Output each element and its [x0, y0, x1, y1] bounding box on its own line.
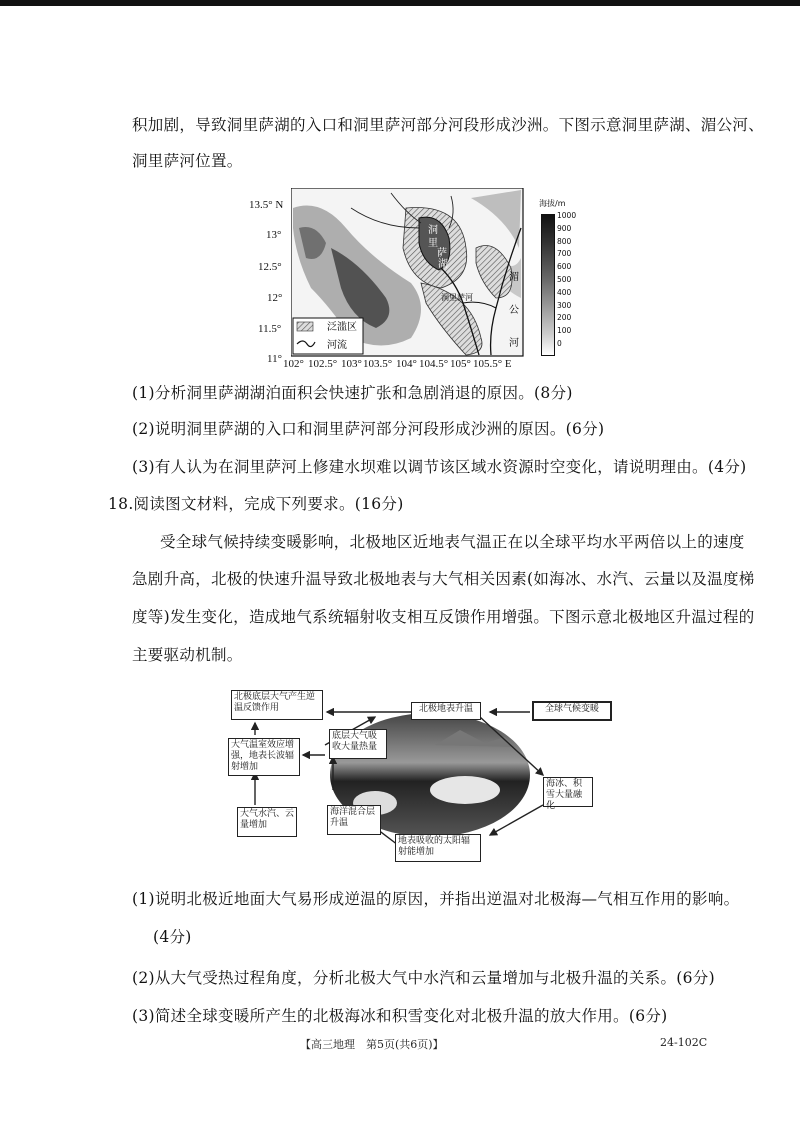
lon-label: 103.5°: [363, 358, 393, 370]
mekong-label: 河: [509, 338, 519, 349]
legend-river-label: 河流: [327, 340, 347, 351]
box-ice-melt: 海冰、积雪大量融化: [543, 777, 593, 807]
lat-label: 12.5°: [258, 261, 282, 273]
box-ocean-mixed: 海洋混合层升温: [327, 805, 381, 835]
elevation-title: 海拔/m: [539, 199, 566, 208]
q18-1-line-1: (1)说明北极近地面大气易形成逆温的原因，并指出逆温对北极海—气相互作用的影响。: [132, 890, 740, 908]
q17-3: (3)有人认为在洞里萨河上修建水坝难以调节该区域水资源时空变化，请说明理由。(4分): [132, 458, 747, 476]
lake-label: 洞: [428, 225, 438, 236]
box-lower-atmosphere: 底层大气吸收大量热量: [329, 729, 387, 759]
q17-1: (1)分析洞里萨湖湖泊面积会快速扩张和急剧消退的原因。(8分): [132, 384, 573, 402]
lon-label: 105°: [450, 358, 471, 370]
lon-label: 102°: [283, 358, 304, 370]
lake-label: 萨: [437, 248, 447, 259]
box-inversion: 北极底层大气产生逆温反馈作用: [231, 690, 323, 720]
mekong-label: 公: [509, 305, 519, 316]
mekong-label: 湄: [509, 272, 519, 283]
q17-2: (2)说明洞里萨湖的入口和洞里萨河部分河段形成沙洲的原因。(6分): [132, 420, 605, 438]
elevation-ticks: 1000 900 800 700 600 500 400 300 200 100 0: [557, 211, 577, 348]
lat-label: 11.5°: [258, 323, 282, 335]
box-greenhouse: 大气温室效应增强，地表长波辐射增加: [228, 738, 300, 776]
box-solar-absorption: 地表吸收的太阳辐射能增加: [395, 834, 481, 862]
q18-para-line-3: 度等)发生变化，造成地气系统辐射收支相互反馈作用增强。下图示意北极地区升温过程的: [132, 608, 755, 626]
q18-para-line-4: 主要驱动机制。: [132, 646, 243, 664]
q18-para-line-2: 急剧升高，北极的快速升温导致北极地表与大气相关因素(如海冰、水汽、云量以及温度梯: [132, 570, 755, 588]
river-label: 洞里萨河: [441, 293, 473, 302]
lake-label: 里: [428, 238, 438, 249]
legend-flood-label: 泛滥区: [327, 322, 357, 333]
lon-label: 102.5°: [308, 358, 338, 370]
q18-para-line-1: 受全球气候持续变暖影响，北极地区近地表气温正在以全球平均水平两倍以上的速度: [160, 533, 745, 551]
elevation-colorbar: [541, 214, 555, 356]
lat-label: 13°: [266, 229, 282, 241]
page-footer: 【高三地理 第5页(共6页)】: [300, 1038, 444, 1051]
lon-label: 105.5° E: [473, 358, 512, 370]
lon-label: 104.5°: [419, 358, 449, 370]
box-global-warming: 全球气候变暖: [532, 701, 612, 721]
page-footer-code: 24-102C: [660, 1036, 708, 1049]
lon-label: 104°: [396, 358, 417, 370]
legend-flood-swatch: [297, 322, 313, 331]
tonle-sap-map: [245, 188, 575, 370]
arctic-warming-diagram: [225, 685, 615, 863]
lat-label: 11°: [267, 353, 282, 365]
lon-label: 103°: [341, 358, 362, 370]
q18-2: (2)从大气受热过程角度，分析北极大气中水汽和云量增加与北极升温的关系。(6分): [132, 969, 715, 987]
q18-1-line-2: (4分): [153, 928, 192, 946]
q18-title: 18.阅读图文材料，完成下列要求。(16分): [108, 495, 404, 513]
box-surface-warming: 北极地表升温: [411, 702, 481, 720]
intro-line-2: 洞里萨河位置。: [132, 152, 243, 170]
lat-label: 13.5° N: [249, 199, 284, 211]
intro-line-1: 积加剧，导致洞里萨湖的入口和洞里萨河部分河段形成沙洲。下图示意洞里萨湖、湄公河、: [132, 116, 765, 134]
map-plot: [291, 188, 541, 358]
top-border: [0, 0, 800, 6]
box-vapor-cloud: 大气水汽、云量增加: [237, 807, 297, 837]
lat-label: 12°: [267, 292, 283, 304]
lake-label: 湖: [438, 259, 448, 270]
q18-3: (3)简述全球变暖所产生的北极海冰和积雪变化对北极升温的放大作用。(6分): [132, 1007, 668, 1025]
